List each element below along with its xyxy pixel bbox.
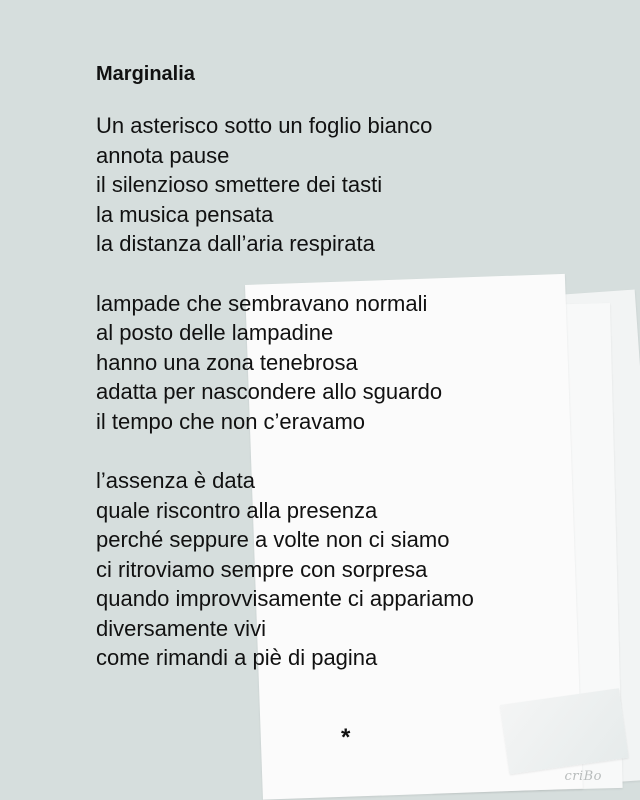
author-signature: criBo (564, 769, 602, 784)
poem-line: il tempo che non c’eravamo (96, 408, 366, 434)
poem-line: la distanza dall’aria respirata (96, 231, 375, 256)
poem-line: ci ritroviamo sempre con sorpresa (96, 556, 428, 582)
poem-line: il silenzioso smettere dei tasti (96, 172, 383, 197)
poem-line: la musica pensata (96, 201, 274, 227)
stanza-3 (96, 466, 556, 673)
footnote-asterisk: * (341, 724, 351, 751)
poem-line: l’assenza è data (96, 468, 255, 493)
poem-line: Un asterisco sotto un foglio bianco (96, 113, 433, 138)
poem-line: lampade che sembravano normali (96, 290, 428, 316)
poem-line: perché seppure a volte non ci siamo (96, 527, 450, 552)
poem-line: adatta per nascondere allo sguardo (96, 379, 443, 404)
poem-line: al posto delle lampadine (96, 320, 334, 345)
stanza-1 (96, 111, 556, 259)
poem-line: annota pause (96, 142, 230, 168)
poem-line: hanno una zona tenebrosa (96, 349, 358, 375)
poem-text (96, 60, 556, 703)
poem-line: quale riscontro alla presenza (96, 497, 378, 523)
poem-line: quando improvvisamente ci appariamo (96, 586, 474, 611)
poem-title: Marginalia (96, 63, 195, 85)
poem-line: diversamente vivi (96, 615, 266, 641)
stanza-2 (96, 289, 556, 437)
poem-line: come rimandi a piè di pagina (96, 645, 378, 670)
